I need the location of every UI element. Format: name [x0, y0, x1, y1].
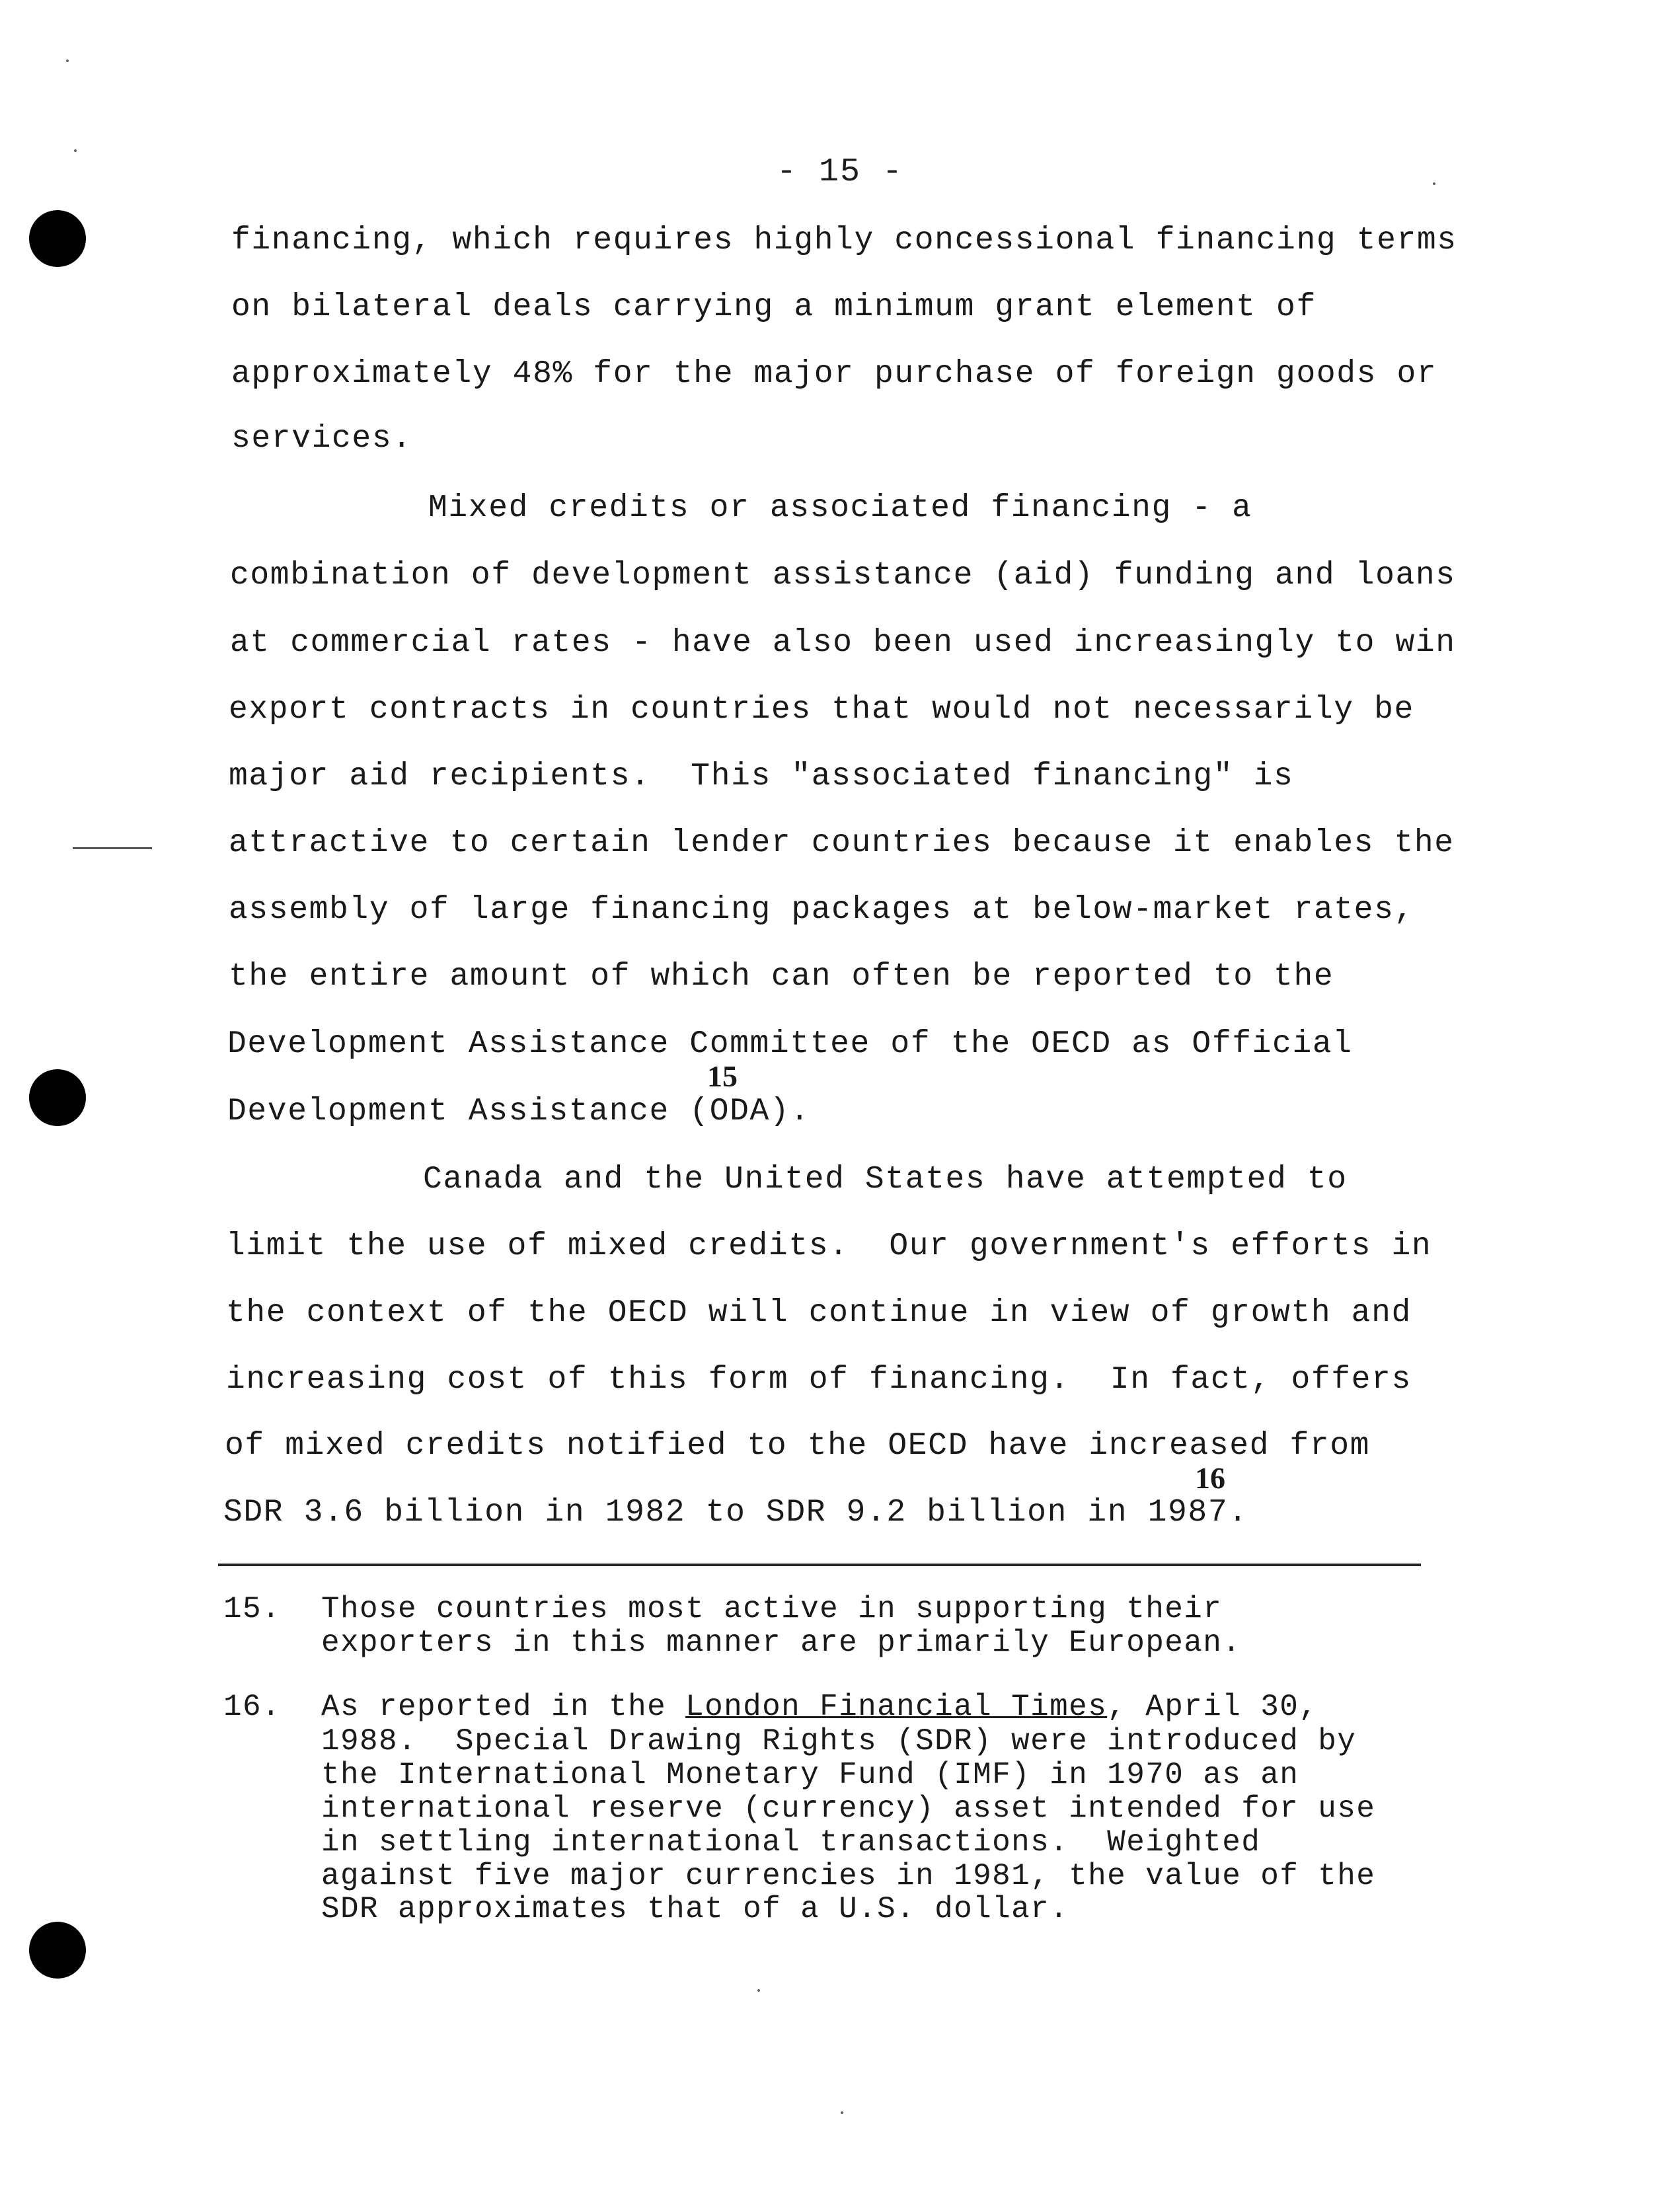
footnote-line: SDR approximates that of a U.S. dollar. — [321, 1892, 1069, 1926]
footnote-mark-15: 15 — [707, 1059, 738, 1093]
footnote-line: Those countries most active in supporting their — [321, 1592, 1223, 1626]
body-line: limit the use of mixed credits. Our government's efforts in — [226, 1228, 1432, 1264]
body-line: on bilateral deals carrying a minimum grant element of — [231, 289, 1317, 325]
body-line: assembly of large financing packages at below-market rates, — [229, 892, 1414, 928]
footnote-line: the International Monetary Fund (IMF) in 1970 as an — [321, 1758, 1299, 1792]
footnote-number: 16. — [223, 1690, 282, 1724]
footnote-mark-16: 16 — [1195, 1461, 1225, 1495]
footnote-number: 15. — [223, 1592, 282, 1626]
publication-title: London Financial Times — [685, 1690, 1108, 1724]
body-line: the entire amount of which can often be reported to the — [229, 959, 1334, 995]
body-line: Development Assistance Committee of the OECD as Official — [227, 1026, 1353, 1062]
scan-speck — [74, 149, 77, 152]
footnote-line: international reserve (currency) asset intended for use — [321, 1792, 1376, 1826]
page-number: - 15 - — [776, 153, 904, 191]
margin-mark — [73, 847, 152, 849]
scan-speck — [841, 2111, 843, 2114]
body-line: at commercial rates - have also been used increasingly to win — [230, 625, 1456, 661]
body-line: attractive to certain lender countries because it enables the — [229, 825, 1455, 861]
body-line: Canada and the United States have attempted to — [423, 1162, 1348, 1197]
scan-speck — [66, 59, 69, 62]
body-line: services. — [231, 421, 412, 457]
body-line: the context of the OECD will continue in view of growth and — [226, 1295, 1412, 1331]
body-line: approximately 48% for the major purchase of foreign goods or — [231, 356, 1437, 392]
footnote-line — [321, 1692, 1318, 1722]
binder-hole-middle — [29, 1069, 86, 1126]
body-line: financing, which requires highly concessional financing terms — [231, 223, 1457, 258]
body-line: Mixed credits or associated financing - a — [428, 490, 1252, 526]
scan-speck — [757, 1989, 760, 1992]
footnote-text: , April 30, — [1107, 1690, 1318, 1724]
body-line: export contracts in countries that would not necessarily be — [229, 692, 1414, 728]
body-line: SDR 3.6 billion in 1982 to SDR 9.2 billion in 1987. — [223, 1495, 1248, 1531]
binder-hole-top — [29, 210, 86, 267]
body-line: Development Assistance (ODA). — [227, 1094, 810, 1129]
footnote-line: against five major currencies in 1981, the value of the — [321, 1859, 1376, 1893]
body-line: major aid recipients. This "associated financing" is — [229, 759, 1294, 794]
binder-hole-bottom — [29, 1922, 86, 1979]
footnote-line: 1988. Special Drawing Rights (SDR) were introduced by — [321, 1724, 1357, 1758]
body-line: of mixed credits notified to the OECD have increased from — [225, 1428, 1371, 1464]
footnote-line: exporters in this manner are primarily European. — [321, 1626, 1242, 1660]
body-line: combination of development assistance (aid) funding and loans — [230, 558, 1456, 593]
footnote-separator — [218, 1564, 1421, 1566]
footnote-text: As reported in the — [321, 1690, 686, 1724]
body-line: increasing cost of this form of financing. In fact, offers — [226, 1362, 1412, 1398]
footnote-line: in settling international transactions. Weighted — [321, 1825, 1261, 1860]
